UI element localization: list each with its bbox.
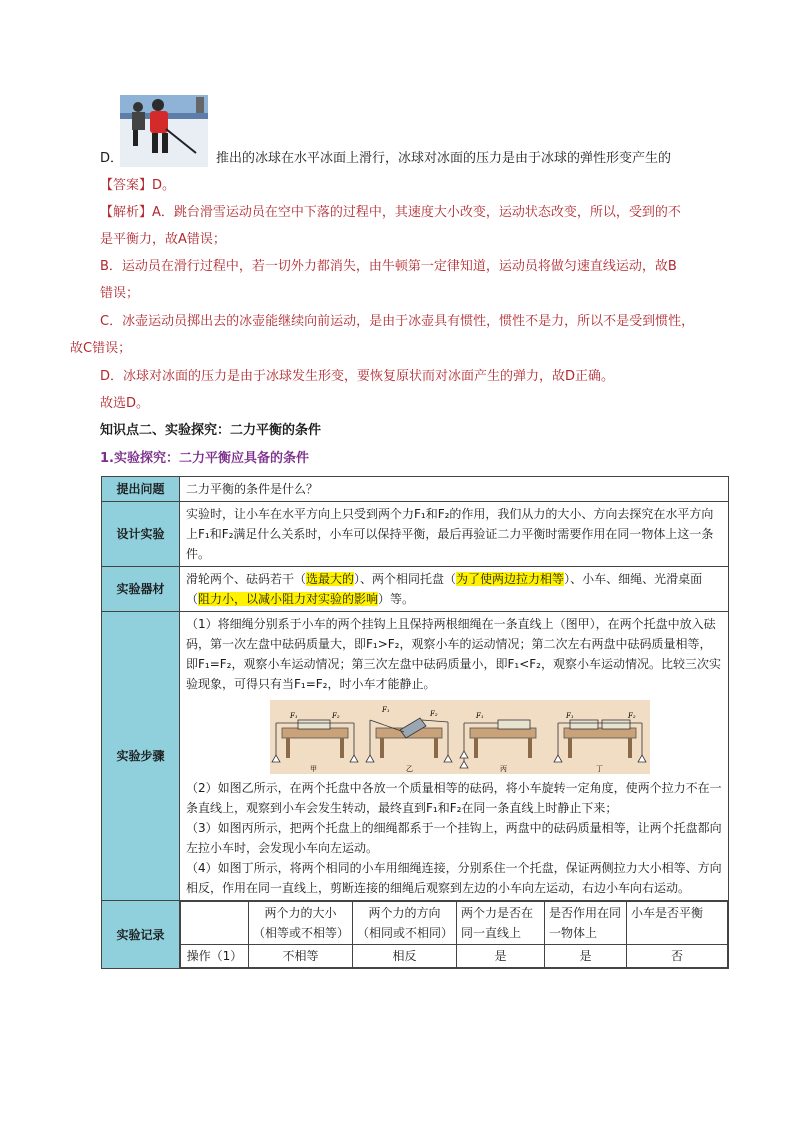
analysis-conclusion: 故选D。	[100, 396, 150, 411]
record-header-line: 两个力是否在同一直线上	[457, 902, 545, 945]
figure-label-jia: 甲	[310, 765, 317, 773]
analysis-c-line1: C．冰壶运动员掷出去的冰壶能继续向前运动，是由于冰壶具有惯性，惯性不是力，所以不是受到惯性，	[100, 314, 695, 329]
svg-text:F₂: F₂	[332, 712, 340, 720]
answer-line	[100, 175, 175, 197]
svg-text:F₁: F₁	[566, 712, 574, 720]
record-label: 实验记录	[102, 901, 180, 969]
equipment-highlight3: 阻力小，以减小阻力对实验的影响	[198, 592, 379, 606]
equipment-text	[180, 567, 729, 612]
steps-label: 实验步骤	[102, 612, 180, 901]
analysis-a-line1	[100, 202, 681, 224]
table-row-steps	[102, 612, 729, 901]
analysis-b-line1: B．运动员在滑行过程中，若一切外力都消失，由牛顿第一定律知道，运动员将做匀速直线运动，故B	[100, 259, 677, 274]
record-cell	[180, 901, 729, 969]
option-d-line	[100, 148, 671, 170]
analysis-label: 【解析】	[100, 205, 153, 220]
svg-text:F₂: F₂	[430, 710, 438, 718]
svg-text:F₁: F₁	[290, 712, 298, 720]
analysis-a-line2: 是平衡力，故A错误；	[100, 232, 226, 247]
svg-text:F₁: F₁	[476, 712, 484, 720]
step-1: （1）将细绳分别系于小车的两个挂钩上且保持两根细绳在一条直线上（图甲），在两个托盘中放入砝码，第一次左盘中砝码质量大，即F₁>F₂，观察小车的运动情况；第二次左右两盘中砝码质量相等，即F₁=F₂，观察小车运动情况；第三次左盘中砝码质量小，即F₁<F₂，观察小车运动情况。比较三次实验现象，可得只有当F₁=F₂，时小车才能静止。	[186, 617, 721, 691]
figure-label-yi: 乙	[406, 765, 413, 773]
table-row-question	[102, 477, 729, 502]
experiment-figure	[270, 700, 650, 774]
record-header-size: 两个力的大小（相等或不相等）	[249, 902, 353, 945]
record-cell-balance: 否	[627, 945, 728, 968]
record-row-1	[181, 945, 728, 968]
record-cell-object: 是	[545, 945, 627, 968]
record-cell-direction: 相反	[353, 945, 457, 968]
answer-value: D。	[152, 178, 176, 193]
analysis-d-line1: D．冰球对冰面的压力是由于冰球发生形变，要恢复原状而对冰面产生的弹力，故D正确。	[100, 369, 615, 384]
analysis-a-text: A．跳台滑雪运动员在空中下落的过程中，其速度大小改变，运动状态改变，所以，受到的不	[152, 205, 681, 220]
record-header-balance: 小车是否平衡	[627, 902, 728, 945]
section-title: 知识点二、实验探究：二力平衡的条件	[100, 423, 322, 438]
record-cell-op: 操作（1）	[181, 945, 249, 968]
step-3: （3）如图丙所示，把两个托盘上的细绳都系于一个挂钩上，两盘中的砝码质量相等，让两个托盘都向左拉小车时，会发现小车向左运动。	[186, 821, 722, 855]
question-label: 提出问题	[102, 477, 180, 502]
svg-text:F₂: F₂	[628, 712, 636, 720]
question-text: 二力平衡的条件是什么？	[180, 477, 729, 502]
step-2: （2）如图乙所示，在两个托盘中各放一个质量相等的砝码，将小车旋转一定角度，使两个拉力不在一条直线上，观察到小车会发生转动，最终直到F₁和F₂在同一条直线上时静止下来；	[186, 781, 722, 815]
record-header-object: 是否作用在同一物体上	[545, 902, 627, 945]
steps-cell	[180, 612, 729, 901]
step-4: （4）如图丁所示，将两个相同的小车用细绳连接，分别系住一个托盘，保证两侧拉力大小相等、方向相反，作用在同一直线上，剪断连接的细绳后观察到左边的小车向左运动，右边小车向右运动。	[186, 861, 722, 895]
option-d-text: 推出的冰球在水平冰面上滑行，冰球对冰面的压力是由于冰球的弹性形变产生的	[216, 151, 672, 166]
answer-label: 【答案】	[100, 178, 153, 193]
table-row-equipment	[102, 567, 729, 612]
figure-label-ding: 丁	[596, 765, 603, 773]
table-row-design	[102, 502, 729, 567]
equipment-label: 实验器材	[102, 567, 180, 612]
equipment-highlight1: 选最大的	[306, 572, 355, 586]
equipment-part3: ）、小车、细绳、光滑桌面（	[186, 572, 703, 606]
record-header-empty	[181, 902, 249, 945]
record-header-row	[181, 902, 728, 945]
figure-label-bing: 丙	[500, 765, 507, 773]
design-text: 实验时，让小车在水平方向上只受到两个力F₁和F₂的作用，我们从力的大小、方向去探究在水平方向上F₁和F₂满足什么关系时，小车可以保持平衡，最后再验证二力平衡时需要作用在同一物体上这一条件。	[180, 502, 729, 567]
equipment-part2: ）、两个相同托盘（	[354, 572, 457, 586]
equipment-highlight2: 为了使两边拉力相等	[456, 572, 565, 586]
record-table	[180, 901, 728, 968]
subsection-title: 1.实验探究：二力平衡应具备的条件	[100, 451, 309, 466]
design-label: 设计实验	[102, 502, 180, 567]
record-cell-line: 是	[457, 945, 545, 968]
svg-text:F₁: F₁	[382, 706, 390, 714]
equipment-part4: ）等。	[378, 592, 415, 606]
option-d-prefix: D．	[100, 151, 124, 166]
record-cell-size: 不相等	[249, 945, 353, 968]
table-row-record	[102, 901, 729, 969]
experiment-table	[101, 476, 729, 969]
analysis-b-line2: 错误；	[100, 286, 140, 301]
equipment-part1: 滑轮两个、砝码若干（	[186, 572, 307, 586]
record-header-direction: 两个力的方向（相同或不相同）	[353, 902, 457, 945]
analysis-c-line2: 故C错误；	[70, 341, 132, 356]
